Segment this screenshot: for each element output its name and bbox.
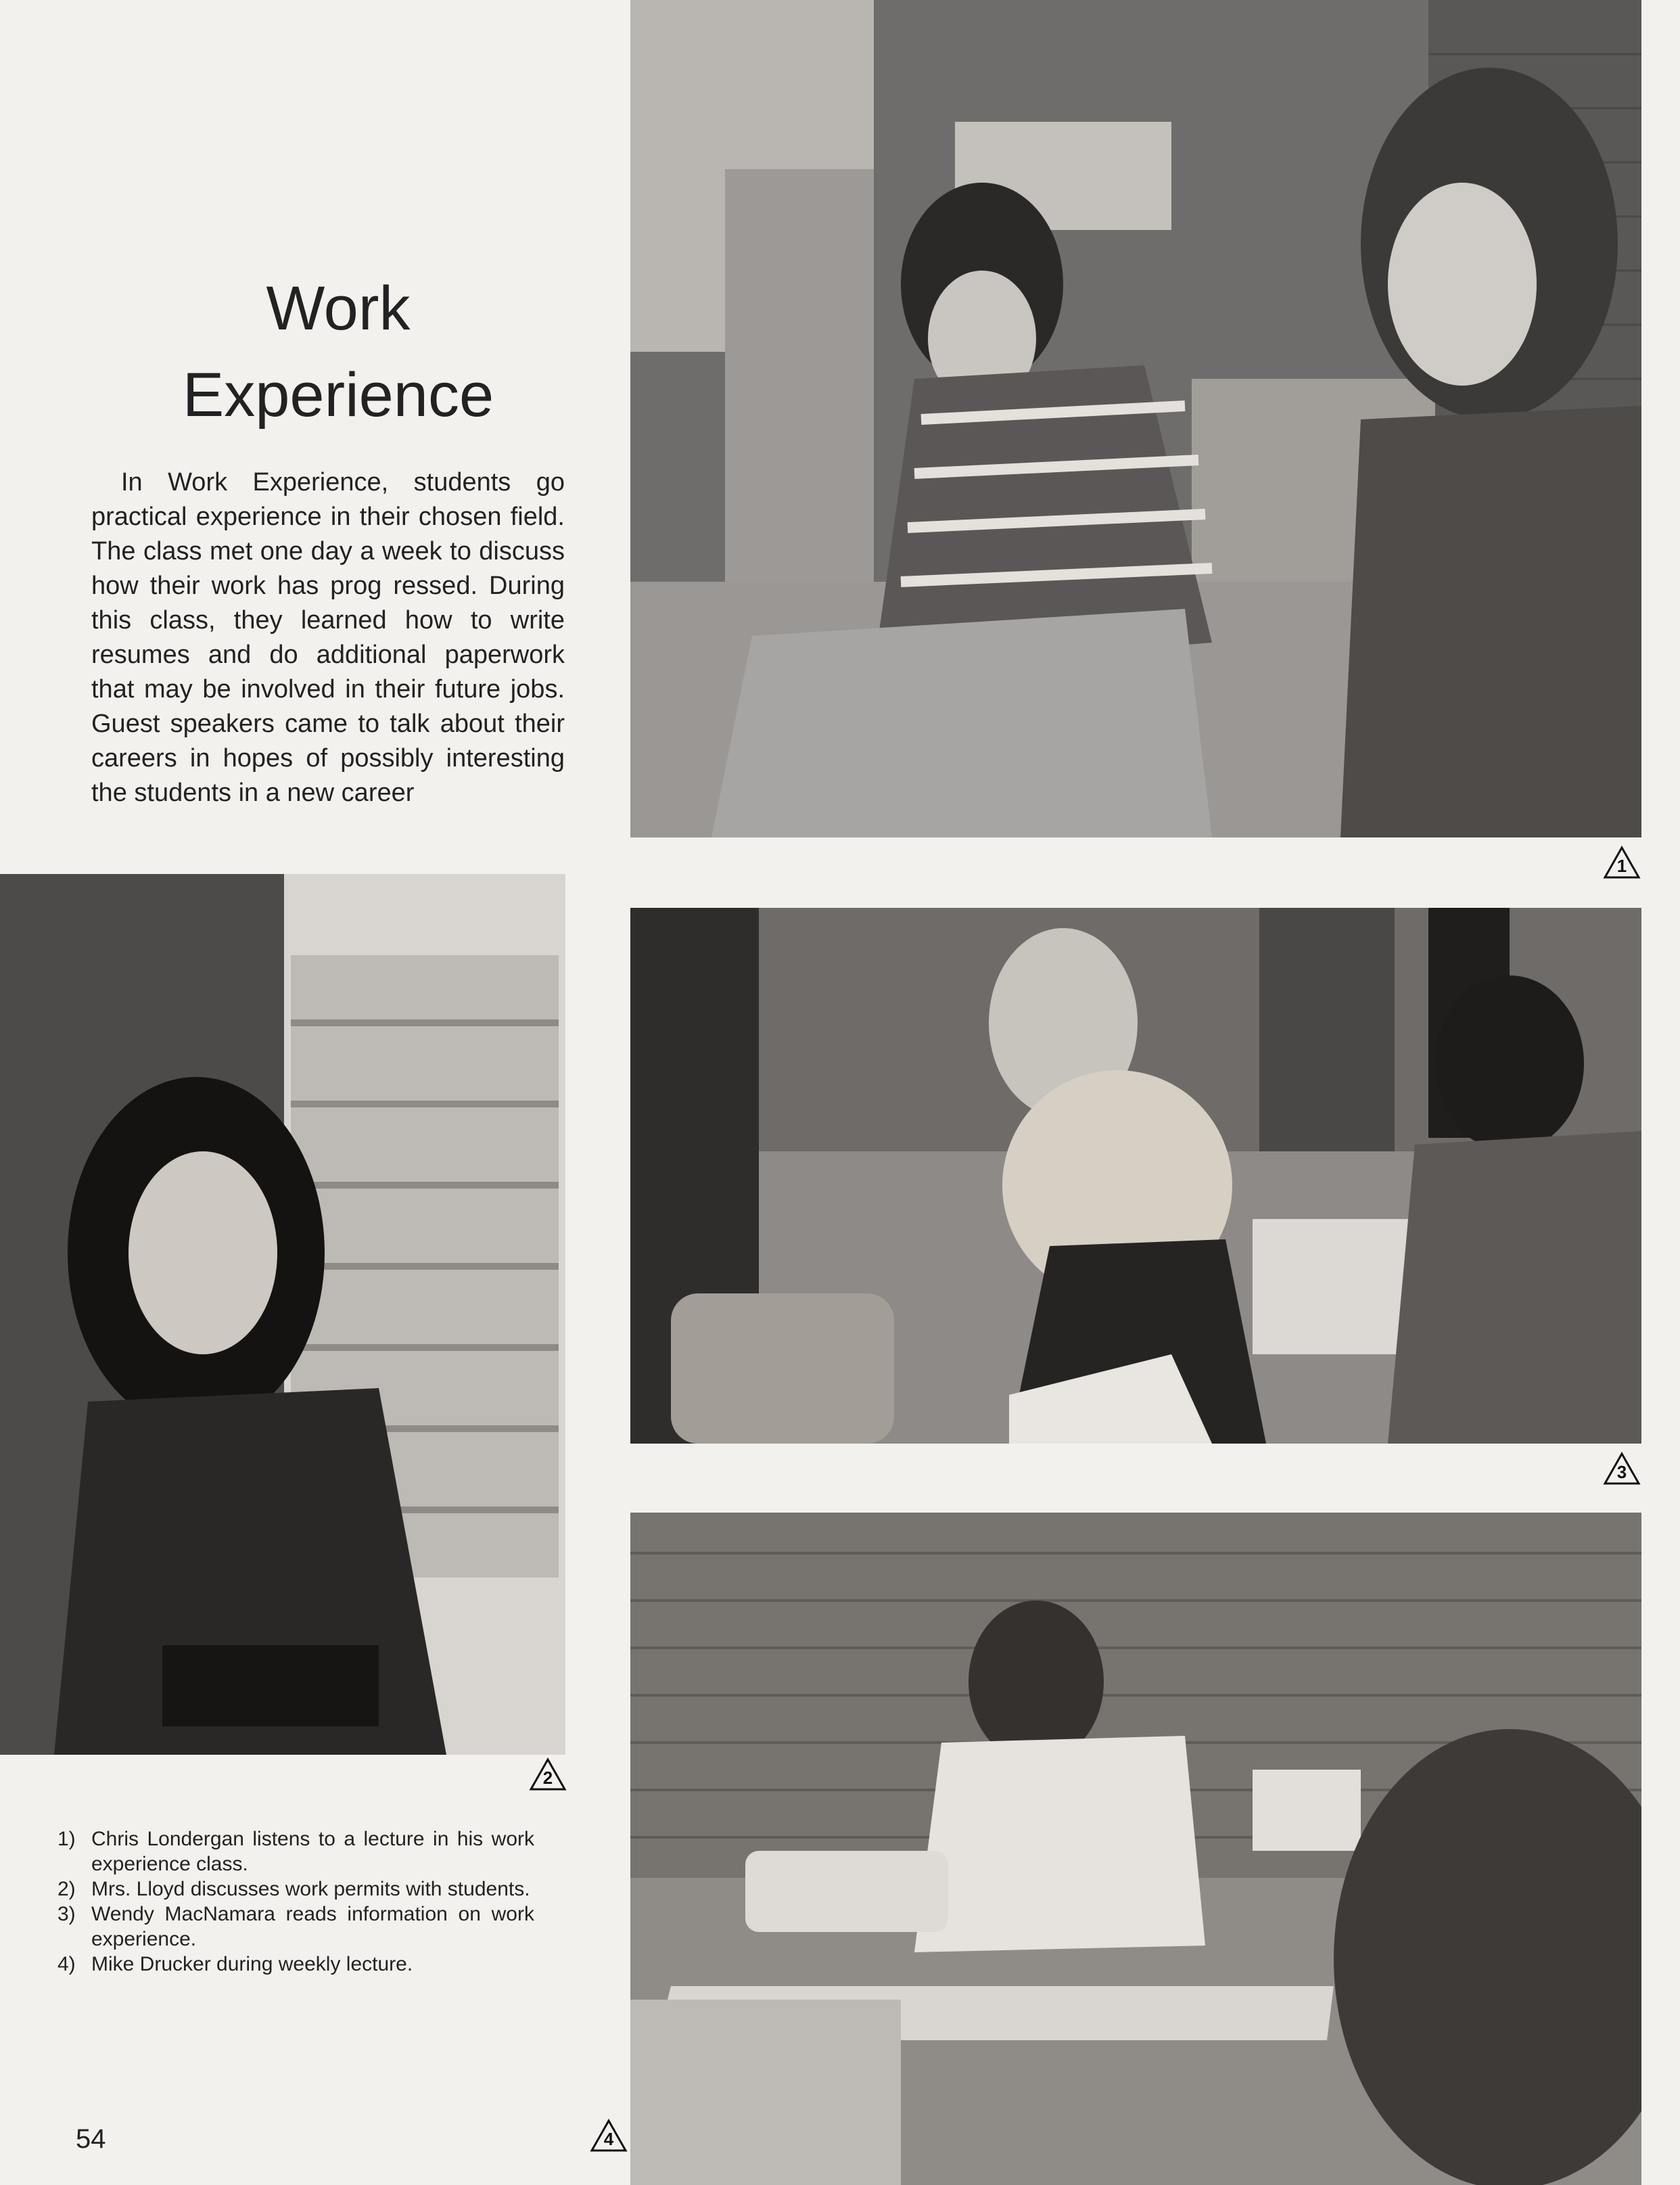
caption-number: 2) (57, 1878, 76, 1900)
marker-2-number: 2 (542, 1768, 553, 1788)
caption-number: 1) (57, 1828, 76, 1850)
caption-number: 4) (57, 1953, 76, 1975)
caption-text: Wendy MacNamara reads information on work experience. (91, 1903, 534, 1950)
caption-number: 3) (57, 1903, 76, 1925)
photo-marker-1 (1603, 846, 1641, 879)
photo-marker-2 (529, 1757, 567, 1791)
caption-item (57, 1902, 534, 1952)
caption-item (57, 1877, 534, 1902)
caption-text: Chris Londergan listens to a lecture in his work experience class. (91, 1828, 534, 1875)
marker-4-number: 4 (603, 2129, 614, 2149)
photo-captions (57, 1826, 534, 1977)
photo-2-teacher (0, 874, 565, 1755)
photo-1-students-listening (630, 0, 1641, 837)
marker-3-number: 3 (1616, 1462, 1627, 1482)
marker-1-number: 1 (1616, 856, 1627, 876)
caption-item (57, 1826, 534, 1877)
caption-text: Mike Drucker during weekly lecture. (91, 1953, 413, 1975)
article-body: In Work Experience, students go practical experience in their chosen field. The class met one day a week to discuss how their work has prog ressed. During this class, they learned how to write resumes and do additional paperwork that may be involved in their future jobs. Guest speakers came to talk about their careers in hopes of possibly interesting the students in a new career (91, 468, 565, 807)
photo-marker-3 (1603, 1452, 1641, 1486)
title-line-1: Work (266, 273, 411, 343)
page-title (135, 265, 541, 438)
title-line-2: Experience (182, 360, 494, 430)
page-number: 54 (76, 2124, 106, 2154)
caption-item (57, 1952, 534, 1977)
photo-3-student-reading (630, 908, 1641, 1444)
photo-4-student-sewing (630, 1513, 1641, 2185)
photo-marker-4 (590, 2119, 628, 2153)
caption-text: Mrs. Lloyd discusses work permits with students. (91, 1878, 530, 1900)
